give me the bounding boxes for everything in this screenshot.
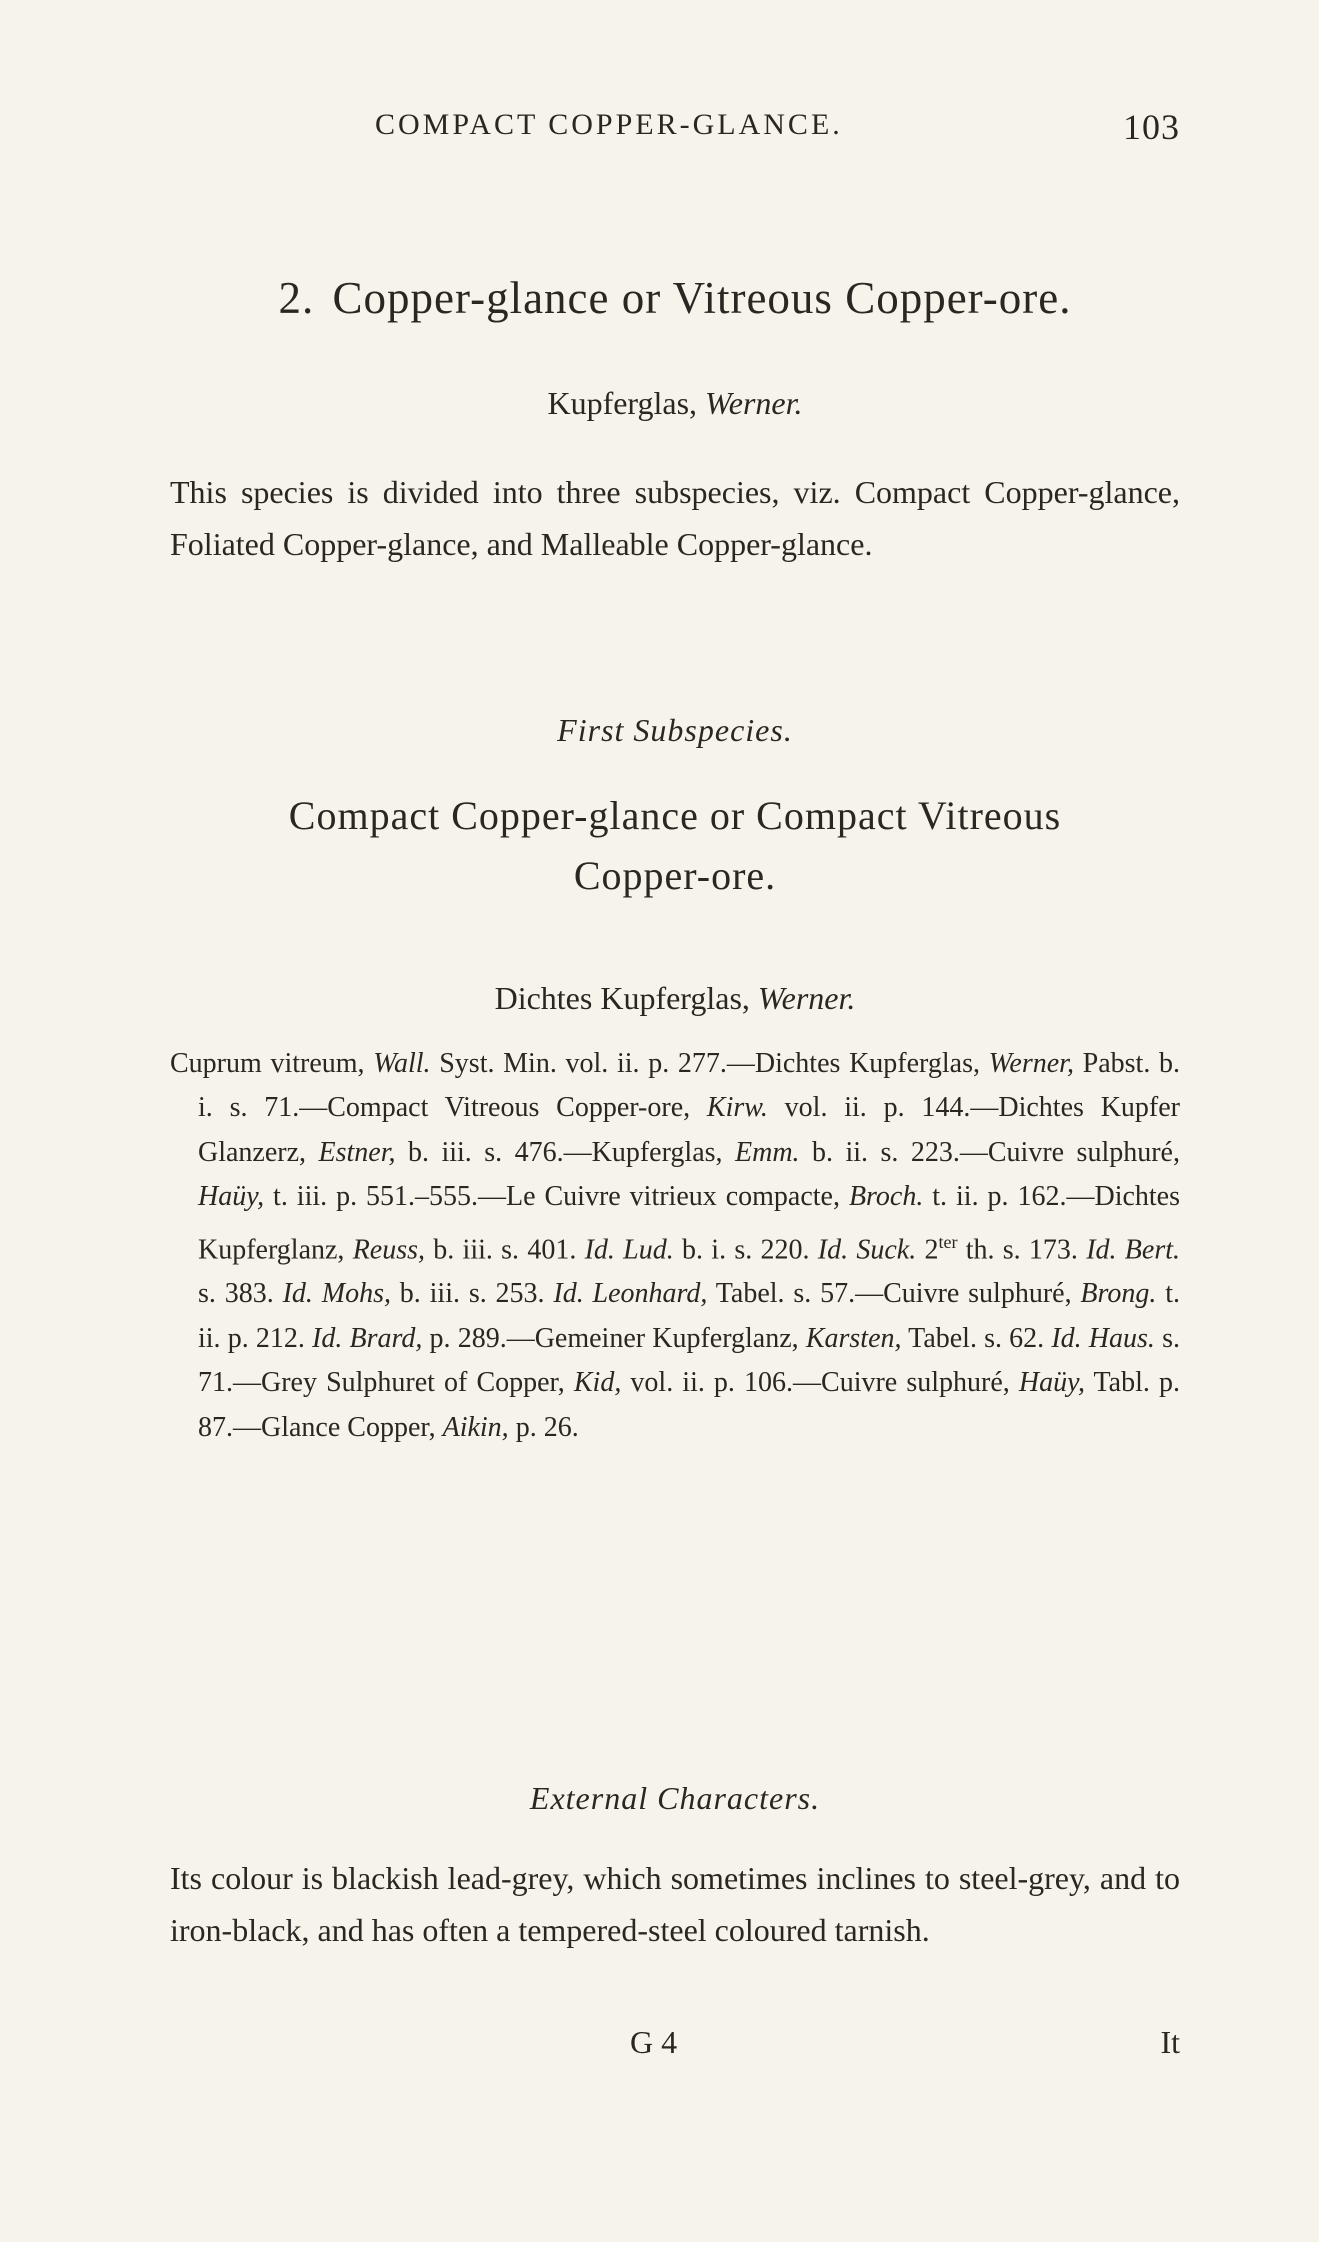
citation-text: s. 383.	[198, 1278, 283, 1310]
subspecies-synonym-name: Dichtes Kupferglas,	[494, 980, 750, 1016]
citation-text: b. iii. s. 401.	[425, 1233, 585, 1265]
catchword: It	[1160, 2024, 1180, 2060]
subspecies-title-line-1: Compact Copper-glance or Compact Vitreous	[288, 793, 1062, 838]
synonymy-paragraph	[170, 1042, 1180, 1450]
citation-author: Broch.	[848, 1181, 924, 1213]
citation-author: Werner,	[988, 1048, 1074, 1079]
citation-author: Id. Bert.	[1086, 1233, 1180, 1265]
citation-text: vol. ii. p. 106.—Cuivre sulphuré,	[621, 1367, 1019, 1399]
page-footer	[170, 2024, 1180, 2064]
citation-author: Haüy,	[198, 1181, 265, 1213]
citation-text: p. 26.	[508, 1411, 579, 1443]
citation-author: Kirw.	[706, 1092, 768, 1124]
species-heading	[170, 272, 1180, 324]
citation-text: b. i. s. 220.	[673, 1233, 818, 1265]
external-characters-paragraph: Its colour is blackish lead-grey, which sometimes inclines to steel-grey, and to iron-black, and has often a tempered-steel coloured tarnish.	[170, 1860, 1180, 1948]
subspecies-synonym-author: Werner.	[757, 980, 856, 1016]
citation-author: Emm.	[735, 1136, 800, 1168]
signature-mark: G 4	[630, 2024, 678, 2060]
citation-text: t. ii. p. 212.	[198, 1278, 1181, 1354]
citation-text: Syst. Min. vol. ii. p. 277.—Dichtes Kupferglas,	[430, 1048, 989, 1079]
subspecies-title	[170, 786, 1180, 906]
citation-text: t. ii. p. 162.—Dichtes Kupferglanz,	[198, 1181, 1180, 1265]
species-synonym-name: Kupferglas,	[547, 385, 698, 421]
citation-text: vol. ii. p. 144.—Dichtes Kupfer Glanzerz,	[198, 1092, 1181, 1168]
citation-text: Tabl. p. 87.—Glance Copper,	[198, 1367, 1180, 1443]
citation-text: 2	[916, 1233, 939, 1265]
citation-author: Id. Mohs,	[282, 1278, 391, 1310]
citation-text: s. 71.—Grey Sulphuret of Copper,	[198, 1322, 1180, 1399]
species-number: 2.	[278, 273, 315, 323]
running-head	[170, 108, 1180, 148]
citation-author: Id. Suck.	[817, 1233, 917, 1265]
citation-author: Aikin,	[442, 1411, 509, 1443]
citation-author: Id. Brard,	[312, 1322, 423, 1354]
citation-text: th. s. 173.	[957, 1233, 1087, 1265]
species-synonym	[170, 385, 1180, 422]
citation-author: Wall.	[373, 1048, 431, 1079]
page-number: 103	[1123, 107, 1180, 147]
subspecies-synonym	[170, 980, 1180, 1017]
citation-author: Kid,	[573, 1367, 622, 1399]
citation-author: Id. Haus.	[1051, 1322, 1155, 1354]
citation-superscript: ter	[938, 1231, 958, 1252]
subspecies-title-line-2: Copper-ore.	[573, 853, 777, 898]
citation-author: Brong.	[1080, 1278, 1157, 1310]
citation-text: Cuprum vitreum,	[170, 1048, 374, 1079]
citation-text: b. iii. s. 476.—Kupferglas,	[395, 1136, 735, 1168]
citation-text: p. 289.—Gemeiner Kupferglanz,	[422, 1322, 806, 1354]
citation-text: Pabst. b. i. s. 71.—Compact Vitreous Copper-ore,	[198, 1048, 1180, 1124]
species-title: Copper-glance or Vitreous Copper-ore.	[332, 273, 1072, 323]
synonymy-block	[170, 1042, 1180, 1450]
citation-author: Haüy,	[1018, 1367, 1085, 1399]
species-synonym-author: Werner.	[705, 385, 803, 421]
citation-author: Karsten,	[805, 1322, 902, 1354]
citation-text: Tabel. s. 57.—Cuivre sulphuré,	[707, 1278, 1081, 1310]
intro-paragraph: This species is divided into three subspecies, viz. Compact Copper-glance, Foliated Copper-glance, and Malleable Copper-glance.	[170, 474, 1180, 562]
citation-author: Estner,	[318, 1136, 396, 1168]
citation-text: b. ii. s. 223.—Cuivre sulphuré,	[799, 1136, 1180, 1168]
citation-author: Reuss,	[352, 1233, 426, 1265]
citation-text: Tabel. s. 62.	[901, 1322, 1052, 1354]
subspecies-label: First Subspecies.	[557, 712, 793, 748]
external-characters-label: External Characters.	[529, 1780, 821, 1816]
citation-author: Id. Lud.	[584, 1233, 674, 1265]
citation-author: Id. Leonhard,	[553, 1278, 708, 1310]
citation-text: t. iii. p. 551.–555.—Le Cuivre vitrieux compacte,	[264, 1181, 849, 1213]
running-title: COMPACT COPPER-GLANCE.	[375, 108, 843, 141]
citation-text: b. iii. s. 253.	[390, 1278, 554, 1310]
